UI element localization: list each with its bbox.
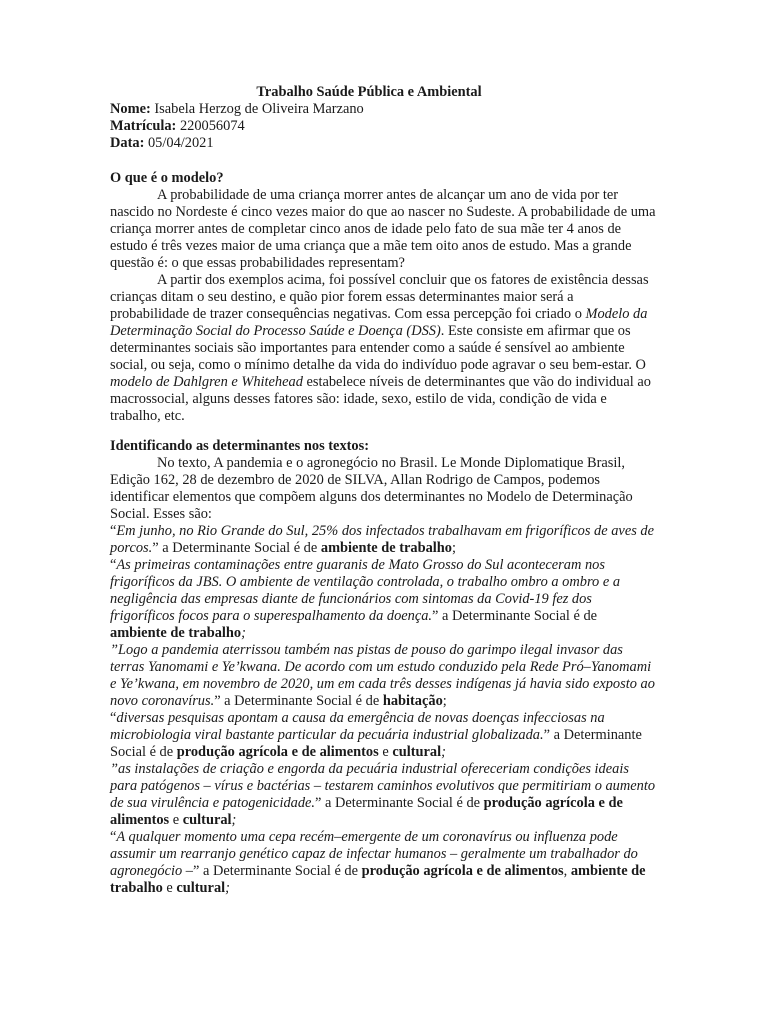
header-info (110, 101, 656, 152)
q5-text: as instalações de criação e engorda da pecuária industrial ofereceriam condições ideais para patógenos – vírus e bactérias – testarem caminhos evolutivos que permitiriam o aumento de sua virulência e patogenicidade. (110, 761, 656, 811)
q6-close: ” a Determinante Social é de (193, 863, 362, 879)
q6-text: A qualquer momento uma cepa recém–emergente de um coronavírus ou influenza pode assumir um rearranjo genético capaz de infectar humanos – geralmente um trabalhador do agronegócio – (110, 829, 638, 879)
matricula-value: 220056074 (179, 118, 245, 134)
q6-separator: , (563, 863, 571, 879)
q6-end: ; (225, 880, 230, 896)
p2-text-b: . Este consiste em afirmar que os determinantes sociais são importantes para entender como a saúde é sensível ao ambiente social, ou seja, como o mínimo detalhe da vida do indivíduo pode agravar o seu bem-estar. O (110, 323, 646, 373)
quote-6 (110, 829, 656, 897)
date-label: Data: (110, 135, 145, 151)
q4-and: e (378, 744, 393, 760)
q3-text: Logo a pandemia aterrissou também nas pistas de pouso do garimpo ilegal invasor das terras Yanomami e Ye’kwana. De acordo com um estudo conduzido pela Rede Pró–Yanomami e Ye’kwana, em novembro de 2020, um em cada três desses indígenas já havia sido exposto ao novo coronavírus. (110, 642, 655, 709)
q3-open: ” (110, 642, 119, 658)
q5-and: e (169, 812, 183, 828)
quote-1 (110, 523, 656, 557)
q3-determinant: habitação (382, 693, 443, 709)
section1-paragraph-1: A probabilidade de uma criança morrer antes de alcançar um ano de vida por ter nascido no Nordeste é cinco vezes maior do que ao nascer no Sudeste. A probabilidade de uma criança morrer antes de completar cinco anos de idade pelo fato de sua mãe ter 4 anos de estudo é três vezes maior de uma criança que a mãe tem oito anos de estudo. Mas a grande questão é: o que essas probabilidades representam? (110, 187, 656, 271)
q1-text: Em junho, no Rio Grande do Sul, 25% dos infectados trabalhavam em frigoríficos de aves de porcos. (110, 523, 654, 556)
p2-text-a: A partir dos exemplos acima, foi possível concluir que os fatores de existência dessas crianças ditam o seu destino, e quão pior forem essas determinantes maior será a probabilidade de trazer consequências negativas. Com essa percepção foi criado o (110, 272, 649, 322)
q5-open: ” (110, 761, 119, 777)
q3-end: ; (442, 693, 447, 709)
q4-text: diversas pesquisas apontam a causa da emergência de novas doenças infecciosas na microbiologia viral bastante particular da pecuária industrial globalizada. (110, 710, 605, 743)
name-label: Nome: (110, 101, 151, 117)
date-value: 05/04/2021 (147, 135, 214, 151)
q6-determinant-1: produção agrícola e de alimentos (361, 863, 564, 879)
q4-end: ; (441, 744, 446, 760)
q4-determinant-2: cultural (392, 744, 442, 760)
section2-heading-text: Identificando as determinantes nos textos: (110, 438, 370, 454)
date-line (110, 135, 656, 152)
q1-close: ” a Determinante Social é de (152, 540, 321, 556)
q2-end: ; (241, 625, 246, 641)
p2-text-c: estabelece níveis de determinantes que vão do individual ao macrossocial, alguns desses fatores são: idade, sexo, estilo de vida, condição de vida e trabalho, etc. (110, 374, 651, 424)
section1-heading (110, 170, 656, 187)
p2-model-dss: Modelo da Determinação Social do Processo Saúde e Doença (DSS) (110, 306, 648, 339)
section-identifying-determinants (110, 438, 656, 897)
section2-intro: No texto, A pandemia e o agronegócio no Brasil. Le Monde Diplomatique Brasil, Edição 162, 28 de dezembro de 2020 de SILVA, Allan Rodrigo de Campos, podemos identificar elementos que compõem alguns dos determinantes no Modelo de Determinação Social. Esses são: (110, 455, 633, 522)
q5-determinant-2: cultural (182, 812, 232, 828)
q6-open: “ (110, 829, 117, 845)
q2-determinant: ambiente de trabalho (110, 625, 242, 641)
q2-text: As primeiras contaminações entre guaranis de Mato Grosso do Sul aconteceram nos frigoríficos da JBS. O ambiente de ventilação controlada, o trabalho ombro a ombro e a negligência das empresas diante de funcionários com sintomas da Covid-19 fez dos frigoríficos focos para o superespalhamento da doença. (110, 557, 621, 624)
p2-model-dahlgren: modelo de Dahlgren e Whitehead (110, 374, 303, 390)
quote-5 (110, 761, 656, 829)
q2-open: “ (110, 557, 117, 573)
document-title: Trabalho Saúde Pública e Ambiental (256, 84, 482, 100)
q6-determinant-2: ambiente de trabalho (110, 863, 646, 896)
name-value: Isabela Herzog de Oliveira Marzano (154, 101, 364, 117)
section1-heading-text: O que é o modelo? (110, 170, 224, 186)
q3-close: ” a Determinante Social é de (214, 693, 383, 709)
section1-paragraph-2 (110, 272, 656, 425)
q4-close: ” a Determinante Social é de (110, 727, 642, 760)
q1-determinant: ambiente de trabalho (320, 540, 452, 556)
q5-close: ” a Determinante Social é de (315, 795, 484, 811)
q1-end: ; (452, 540, 456, 556)
name-line (110, 101, 656, 118)
q4-open: “ (110, 710, 117, 726)
q5-determinant-1: produção agrícola e de alimentos (110, 795, 623, 828)
q4-determinant-1: produção agrícola e de alimentos (176, 744, 379, 760)
q6-determinant-3: cultural (176, 880, 226, 896)
matricula-line (110, 118, 656, 135)
quote-3 (110, 642, 656, 710)
quote-4 (110, 710, 656, 761)
q6-and: e (162, 880, 177, 896)
section-what-is-model (110, 170, 656, 425)
matricula-label: Matrícula: (110, 118, 177, 134)
quote-2 (110, 557, 656, 642)
q1-open: “ (110, 523, 117, 539)
section2-heading (110, 438, 656, 455)
q5-end: ; (231, 812, 237, 828)
q2-close: ” a Determinante Social é de (432, 608, 598, 624)
